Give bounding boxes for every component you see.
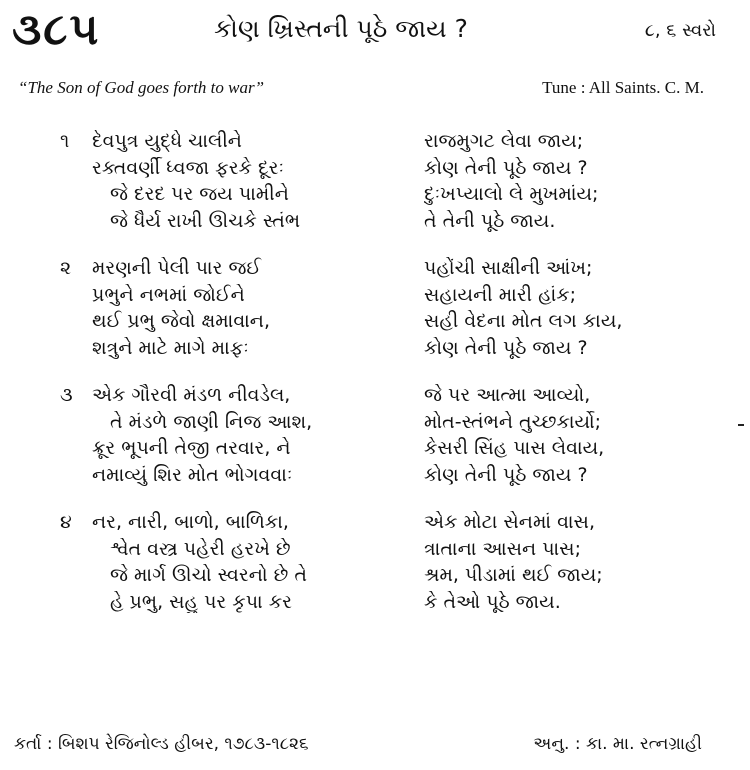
verse-left: દેવપુત્ર યુદ્ધે ચાલીને <box>92 130 242 153</box>
verse-right: મોત-સ્તંભને તુચ્છકાર્યો; <box>424 410 602 433</box>
verse-line <box>60 435 700 462</box>
verse-left: નમાવ્યું શિર મોત ભોગવવાઃ <box>92 463 293 486</box>
verse-line <box>60 208 700 235</box>
meter-label: ૮, ૬ સ્વરો <box>644 20 716 41</box>
stanza-4 <box>60 509 700 615</box>
verse-right: એક મોટા સેનમાં વાસ, <box>424 511 595 534</box>
verse-left: તે મંડળે જાણી નિજ આશ, <box>110 410 313 433</box>
verse-right: જે પર આત્મા આવ્યો, <box>424 384 591 407</box>
verse-left: શ્વેત વસ્ત્ર પહેરી હરખે છે <box>110 537 291 560</box>
tune-label: Tune : All Saints. C. M. <box>542 78 704 97</box>
verses <box>60 128 700 636</box>
stanza-2 <box>60 255 700 361</box>
verse-right: પહોંચી સાક્ષીની આંખ; <box>424 257 593 280</box>
verse-line <box>60 509 700 536</box>
verse-line <box>60 382 700 409</box>
author-credit: કર્તા : બિશપ રેજિનોલ્ડ હીબર, ૧૭૮૩-૧૮૨૬ <box>14 734 309 754</box>
stanza-number: ૨ <box>60 257 72 280</box>
verse-right: તે તેની પૂઠે જાય. <box>424 209 556 232</box>
stanza-number: ૩ <box>60 384 73 407</box>
stanza-number: ૧ <box>60 130 70 153</box>
verse-line <box>60 536 700 563</box>
stanza-3 <box>60 382 700 488</box>
verse-right: કોણ તેની પૂઠે જાય ? <box>424 463 588 486</box>
verse-left: એક ગૌરવી મંડળ નીવડેલ, <box>92 384 291 407</box>
verse-line <box>60 562 700 589</box>
verse-right: કોણ તેની પૂઠે જાય ? <box>424 336 588 359</box>
verse-left: ક્રૂર ભૂપની તેજી તરવાર, ને <box>92 437 291 460</box>
verse-line <box>60 409 700 436</box>
verse-right: શ્રમ, પીડામાં થઈ જાય; <box>424 564 603 587</box>
verse-line <box>60 308 700 335</box>
stanza-1 <box>60 128 700 234</box>
hymn-title: કોણ ખ્રિસ્તની પૂઠે જાય ? <box>214 14 468 43</box>
verse-right: ત્રાતાના આસન પાસ; <box>424 537 581 560</box>
verse-line <box>60 181 700 208</box>
verse-line <box>60 155 700 182</box>
verse-line <box>60 128 700 155</box>
english-title: “The Son of God goes forth to war” <box>18 78 265 97</box>
verse-right: કેસરી સિંહ પાસ લેવાય, <box>424 437 605 460</box>
hymn-number: ૩૮૫ <box>12 4 101 55</box>
verse-right: રાજમુગટ લેવા જાય; <box>424 130 584 153</box>
verse-line <box>60 255 700 282</box>
verse-left: શત્રુને માટે માગે માફઃ <box>92 336 249 359</box>
verse-left: જે માર્ગ ઊંચો સ્વરનો છે તે <box>110 564 307 587</box>
verse-left: જે ધૈર્ય રાખી ઊંચકે સ્તંભ <box>110 209 301 232</box>
verse-line <box>60 462 700 489</box>
verse-line <box>60 589 700 616</box>
verse-left: મરણની પેલી પાર જઈ <box>92 257 262 280</box>
verse-right: દુઃખપ્યાલો લે મુખમાંય; <box>424 183 599 206</box>
verse-line <box>60 282 700 309</box>
verse-left: થઈ પ્રભુ જેવો ક્ષમાવાન, <box>92 310 271 333</box>
verse-line <box>60 335 700 362</box>
verse-left: પ્રભુને નભમાં જોઈને <box>92 283 245 306</box>
verse-left: હે પ્રભુ, સહુ પર કૃપા કર <box>110 590 292 613</box>
verse-right: સહી વેદના મોત લગ કાય, <box>424 310 623 333</box>
verse-right: કોણ તેની પૂઠે જાય ? <box>424 156 588 179</box>
margin-mark <box>738 424 744 426</box>
verse-right: કે તેઓ પૂઠે જાય. <box>424 590 561 613</box>
verse-left: જે દરદ પર જય પામીને <box>110 183 289 206</box>
stanza-number: ૪ <box>60 511 72 534</box>
verse-right: સહાયની મારી હાંક; <box>424 283 577 306</box>
translator-credit: અનુ. : કા. મા. રત્નગ્રાહી <box>533 734 702 754</box>
verse-left: રક્તવર્ણી ધ્વજા ફરકે દૂરઃ <box>92 156 284 179</box>
verse-left: નર, નારી, બાળો, બાળિકા, <box>92 511 289 534</box>
